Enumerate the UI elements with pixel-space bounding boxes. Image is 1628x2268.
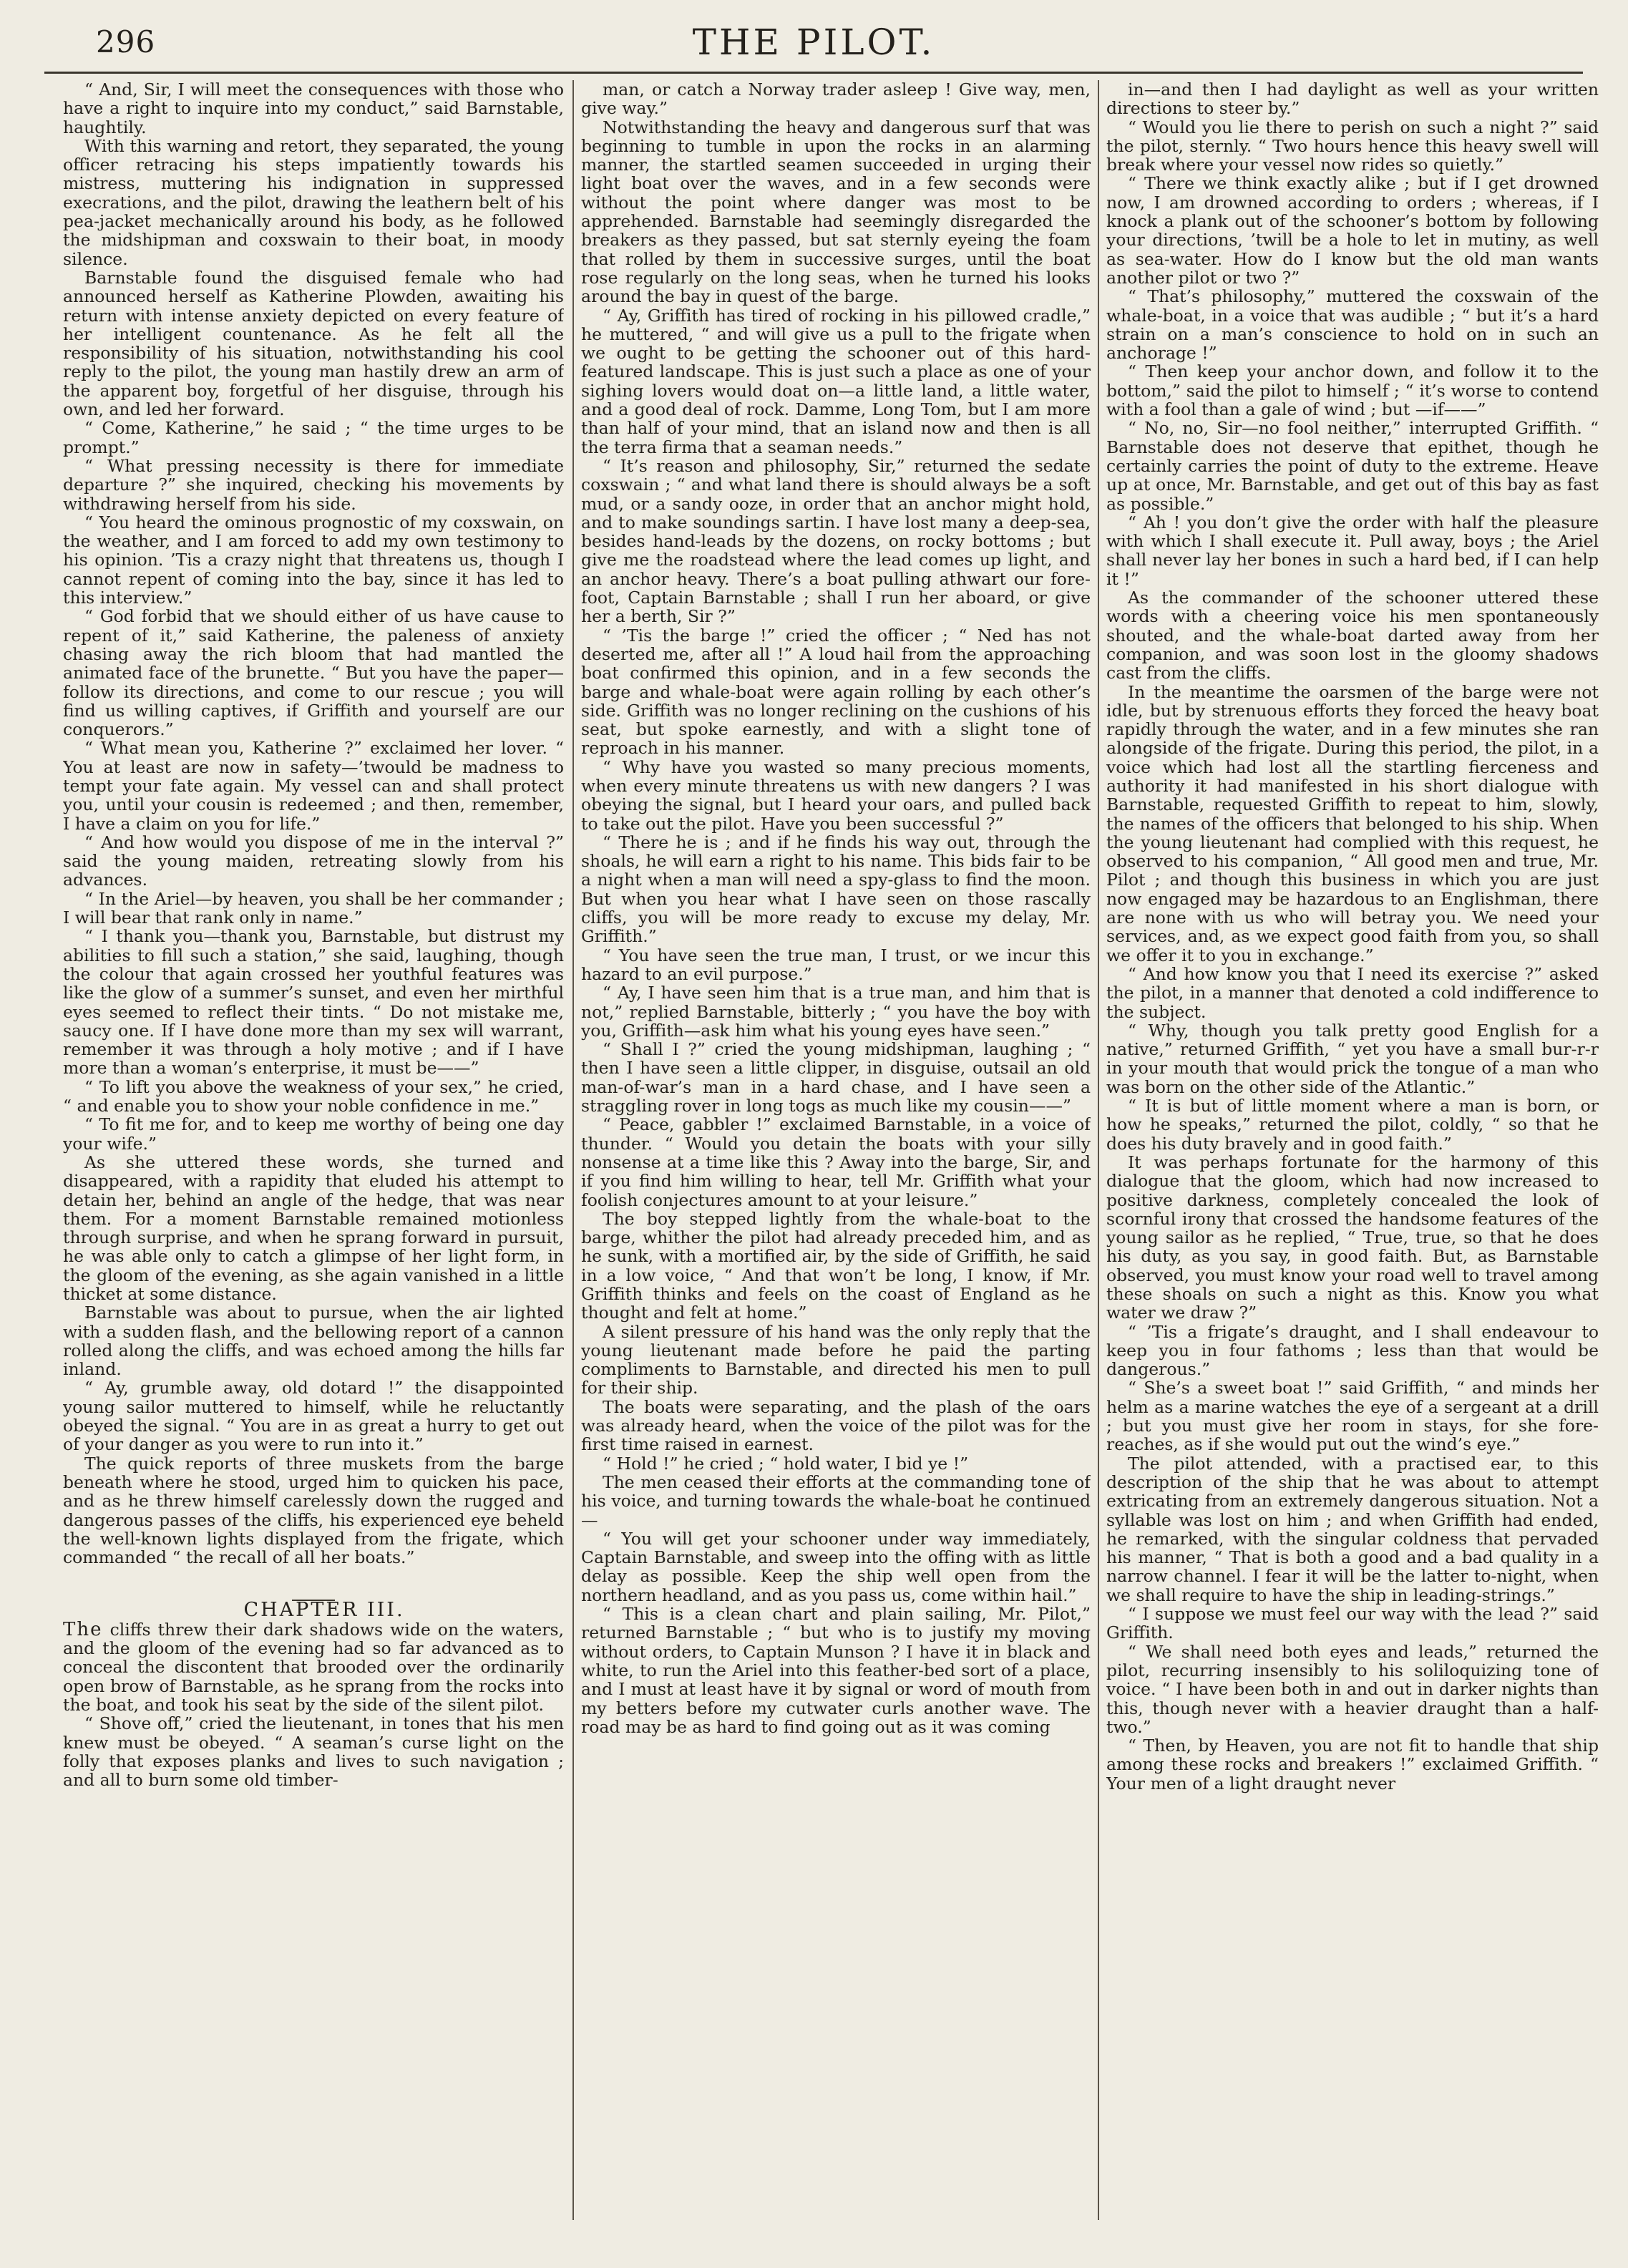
column-3-paragraphs bbox=[1106, 80, 1599, 1793]
paragraph: “ Shove off,” cried the lieutenant, in tones that his men knew must be obeyed. “ A seaman’s curse light on the folly that exposes planks and lives to such navigation ; and all to burn some old timber- bbox=[63, 1713, 564, 1791]
paragraph: “ You heard the ominous prognostic of my coxswain, on the weather, and I am forced to add my own testimony to his opinion. ’Tis a crazy night that threatens us, though I cannot repent of coming into the bay, since it has led to this interview.” bbox=[63, 512, 564, 608]
paragraph: “ Shall I ?” cried the young midshipman, laughing ; “ then I have seen a little clipper, in disguise, outsail an old man-of-war’s man in a hard chase, and I have seen a straggling rover in long togs as much like my cousin——” bbox=[581, 1039, 1091, 1116]
paragraph: “ In the Ariel—by heaven, you shall be her commander ; I will bear that rank only in name.” bbox=[63, 888, 564, 928]
paragraph: “ That’s philosophy,” muttered the coxswain of the whale-boat, in a voice that was audible ; “ but it’s a hard strain on a man’s conscience to hold on in such an anchorage !” bbox=[1106, 286, 1599, 364]
opening-text: cliffs threw their dark shadows wide on the waters, and the gloom of the evening had so far advanced as to conceal the discontent that brooded over the ordinarily open brow of Barnstable, as he sprang from the rocks into the boat, and took his seat by the side of the silent pilot. bbox=[63, 1619, 564, 1715]
paragraph: As she uttered these words, she turned and disappeared, with a rapidity that eluded his attempt to detain her, behind an angle of the hedge, that was near them. For a moment Barnstable remained motionless through surprise, and when he sprang forward in pursuit, he was able only to catch a glimpse of her light form, in the gloom of the evening, as she again vanished in a little thicket at some distance. bbox=[63, 1152, 564, 1304]
paragraph: “ It’s reason and philosophy, Sir,” returned the sedate coxswain ; “ and what land there is should always be a soft mud, or a sandy ooze, in order that an anchor might hold, and to make soundings sartin. I have lost many a deep-sea, besides hand-leads by the dozens, on rocky bottoms ; but give me the roadstead where the lead comes up light, and an anchor heavy. There’s a boat pulling athwart our fore-foot, Captain Barnstable ; shall I run her aboard, or give her a berth, Sir ?” bbox=[581, 455, 1091, 627]
paragraph: “ What pressing necessity is there for immediate departure ?” she inquired, checking his movements by withdrawing herself from his side. bbox=[63, 455, 564, 514]
column-divider bbox=[1098, 80, 1099, 2220]
paragraph: “ And how know you that I need its exercise ?” asked the pilot, in a manner that denoted a cold indifference to the subject. bbox=[1106, 963, 1599, 1022]
paragraph: “ You have seen the true man, I trust, or we incur this hazard to an evil purpose.” bbox=[581, 945, 1091, 984]
paragraph: man, or catch a Norway trader asleep ! Give way, men, give way.” bbox=[581, 80, 1091, 119]
paragraph: “ Then, by Heaven, you are not fit to handle that ship among these rocks and breakers !” exclaimed Griffith. “ Your men of a light draught never bbox=[1106, 1736, 1599, 1794]
column-2-paragraphs bbox=[581, 80, 1091, 1736]
page-number: 296 bbox=[96, 24, 156, 59]
paragraph: The quick reports of three muskets from the barge beneath where he stood, urged him to quicken his pace, and as he threw himself carelessly down the rugged and dangerous passes of the cliffs, his experienced eye beheld the well-known lights displayed from the frigate, which commanded “ the recall of all her boats.” bbox=[63, 1453, 564, 1568]
paragraph: “ I suppose we must feel our way with the lead ?” said Griffith. bbox=[1106, 1604, 1599, 1643]
paragraph: “ ’Tis the barge !” cried the officer ; “ Ned has not deserted me, after all !” A loud hail from the approaching boat confirmed this opinion, and in a few seconds the barge and whale-boat were again rolling by each other’s side. Griffith was no longer reclining on the cushions of his seat, but spoke earnestly, and with a slight tone of reproach in his manner. bbox=[581, 625, 1091, 759]
paragraph: “ Why, though you talk pretty good English for a native,” returned Griffith, “ yet you have a small bur-r-r in your mouth that would prick the tongue of a man who was born on the other side of the Atlantic.” bbox=[1106, 1020, 1599, 1097]
text-column-2 bbox=[581, 80, 1091, 2242]
opening-word: The bbox=[63, 1618, 103, 1640]
paragraph: “ She’s a sweet boat !” said Griffith, “ and minds her helm as a marine watches the eye of a sergeant at a drill ; but you must give her room in stays, for she fore-reaches, as if she would put out the wind’s eye.” bbox=[1106, 1378, 1599, 1455]
paragraph: “ Then keep your anchor down, and follow it to the bottom,” said the pilot to himself ; “ it’s worse to contend with a fool than a gale of wind ; but —if——” bbox=[1106, 361, 1599, 420]
paragraph: “ Ay, grumble away, old dotard !” the disappointed young sailor muttered to himself, while he reluctantly obeyed the signal. “ You are in as great a hurry to get out of your danger as you were to run into it.” bbox=[63, 1378, 564, 1455]
paragraph: “ What mean you, Katherine ?” exclaimed her lover. “ You at least are now in safety—’twould be madness to tempt your fate again. My vessel can and shall protect you, until your cousin is redeemed ; and then, remember, I have a claim on you for life.” bbox=[63, 738, 564, 834]
paragraph: Barnstable was about to pursue, when the air lighted with a sudden flash, and the bellowing report of a cannon rolled along the cliffs, and was echoed among the hills far inland. bbox=[63, 1303, 564, 1380]
paragraph: “ Hold !” he cried ; “ hold water, I bid ye !” bbox=[603, 1453, 969, 1474]
paragraph: Barnstable found the disguised female who had announced herself as Katherine Plowden, awaiting his return with intense anxiety depicted on every feature of her intelligent countenance. As he felt all the responsibility of his situation, notwithstanding his cool reply to the pilot, the young man hastily drew an arm of the apparent boy, forgetful of her disguise, through his own, and led her forward. bbox=[63, 267, 564, 420]
column-1-paragraphs-after bbox=[63, 1714, 564, 1789]
paragraph: “ To fit me for, and to keep me worthy of being one day your wife.” bbox=[63, 1114, 564, 1154]
page-header bbox=[44, 21, 1583, 66]
paragraph: “ Ay, I have seen him that is a true man, and him that is not,” replied Barnstable, bitterly ; “ you have the boy with you, Griffith—ask him what his young eyes have seen.” bbox=[581, 983, 1091, 1041]
chapter-heading: CHAPTER III. bbox=[243, 1599, 405, 1622]
paragraph: “ To lift you above the weakness of your sex,” he cried, “ and enable you to show your noble confidence in me.” bbox=[63, 1076, 564, 1116]
paragraph: “ And how would you dispose of me in the interval ?” said the young maiden, retreating slowly from his advances. bbox=[63, 832, 564, 890]
paragraph: A silent pressure of his hand was the only reply that the young lieutenant made before he paid the parting compliments to Barnstable, and directed his men to pull for their ship. bbox=[581, 1321, 1091, 1398]
paragraph: In the meantime the oarsmen of the barge were not idle, but by strenuous efforts they forced the heavy boat rapidly through the water, and in a few minutes she ran alongside of the frigate. During this period, the pilot, in a voice which had lost all the startling fierceness and authority it had manifested in his short dialogue with Barnstable, requested Griffith to repeat to him, slowly, the names of the officers that belonged to his ship. When the young lieutenant had complied with this request, he observed to his companion, “ All good men and true, Mr. Pilot ; and though this business in which you are just now engaged may be hazardous to an Englishman, there are none with us who will betray you. We need your services, and, as we expect good faith from you, so shall we offer it to you in exchange.” bbox=[1106, 681, 1599, 965]
paragraph: The boats were separating, and the plash of the oars was already heard, when the voice of the pilot was for the first time raised in earnest. bbox=[581, 1396, 1091, 1455]
running-title: THE PILOT. bbox=[692, 21, 935, 63]
paragraph: “ ’Tis a frigate’s draught, and I shall endeavour to keep you in four fathoms ; less than that would be dangerous.” bbox=[1106, 1321, 1599, 1380]
paragraph: “ You will get your schooner under way immediately, Captain Barnstable, and sweep into the offing with as little delay as possible. Keep the ship well open from the northern headland, and as you pass us, come within hail.” bbox=[581, 1528, 1091, 1605]
paragraph: “ We shall need both eyes and leads,” returned the pilot, recurring insensibly to his soliloquizing tone of voice. “ I have been both in and out in darker nights than this, though never with a heavier draught than a half-two.” bbox=[1106, 1641, 1599, 1737]
paragraph: “ I thank you—thank you, Barnstable, but distrust my abilities to fill such a station,” she said, laughing, though the colour that again crossed her youthful features was like the glow of a summer’s sunset, and even her mirthful eyes seemed to reflect their tints. “ Do not mistake me, saucy one. If I have done more than my sex will warrant, remember it was through a holy motive ; and if I have more than a woman’s enterprise, it must be——” bbox=[63, 926, 564, 1079]
column-1-paragraphs bbox=[63, 80, 564, 1567]
paragraph: “ Would you lie there to perish on such a night ?” said the pilot, sternly. “ Two hours hence this heavy swell will break where your vessel now rides so quietly.” bbox=[1106, 117, 1599, 175]
paragraph: “ There we think exactly alike ; but if I get drowned now, I am drowned according to orders ; whereas, if I knock a plank out of the schooner’s bottom by following your directions, ’twill be a hole to let in mutiny, as well as sea-water. How do I know but the old man wants another pilot or two ?” bbox=[1106, 173, 1599, 288]
text-column-1 bbox=[63, 80, 564, 2242]
chapter-opening-paragraph bbox=[63, 1620, 564, 1714]
text-column-3 bbox=[1106, 80, 1599, 2242]
paragraph: “ Ah ! you don’t give the order with half the pleasure with which I shall execute it. Pull away, boys ; the Ariel shall never lay her bones in such a hard bed, if I can help it !” bbox=[1106, 512, 1599, 589]
paragraph: With this warning and retort, they separated, the young officer retracing his steps impatiently towards his mistress, muttering his indignation in suppressed execrations, and the pilot, drawing the leathern belt of his pea-jacket mechanically around his body, as he followed the midshipman and coxswain to their boat, in moody silence. bbox=[63, 135, 564, 269]
paragraph: “ Peace, gabbler !” exclaimed Barnstable, in a voice of thunder. “ Would you detain the boats with your silly nonsense at a time like this ? Away into the barge, Sir, and if you find him willing to hear, tell Mr. Griffith what your foolish conjectures amount to at your leisure.” bbox=[581, 1114, 1091, 1210]
header-rule bbox=[44, 72, 1583, 74]
paragraph: “ Come, Katherine,” he said ; “ the time urges to be prompt.” bbox=[63, 418, 564, 457]
paragraph: “ There he is ; and if he finds his way out, through the shoals, he will earn a right to his name. This bids fair to be a night when a man will need a spy-glass to find the moon. But when you hear what I have seen on those rascally cliffs, you will be more ready to excuse my delay, Mr. Griffith.” bbox=[581, 832, 1091, 947]
paragraph: The men ceased their efforts at the commanding tone of his voice, and turning towards the whale-boat he continued— bbox=[581, 1471, 1091, 1530]
paragraph: “ This is a clean chart and plain sailing, Mr. Pilot,” returned Barnstable ; “ but who is to justify my moving without orders, to Captain Munson ? I have it in black and white, to run the Ariel into this feather-bed sort of a place, and I must at least have it by signal or word of mouth from my betters before my cutwater curls another wave. The road may be as hard to find going out as it was coming bbox=[581, 1604, 1091, 1737]
column-divider bbox=[572, 80, 574, 2220]
paragraph: “ God forbid that we should either of us have cause to repent of it,” said Katherine, the paleness of anxiety chasing away the rich bloom that had mantled the animated face of the brunette. “ But you have the paper—follow its directions, and come to our rescue ; you will find us willing captives, if Griffith and yourself are our conquerors.” bbox=[63, 606, 564, 740]
paragraph: “ Why have you wasted so many precious moments, when every minute threatens us with new dangers ? I was obeying the signal, but I heard your oars, and pulled back to take out the pilot. Have you been successful ?” bbox=[581, 756, 1091, 834]
paragraph: in—and then I had daylight as well as your written directions to steer by.” bbox=[1106, 80, 1599, 119]
paragraph: The boy stepped lightly from the whale-boat to the barge, whither the pilot had already preceded him, and as he sunk, with a mortified air, by the side of Griffith, he said in a low voice, “ And that won’t be long, I know, if Mr. Griffith thinks and feels on the coast of England as he thought and felt at home.” bbox=[581, 1208, 1091, 1323]
paragraph: As the commander of the schooner uttered these words with a cheering voice his men spontaneously shouted, and the whale-boat darted away from her companion, and was soon lost in the gloomy shadows cast from the cliffs. bbox=[1106, 588, 1599, 683]
paragraph: “ It is but of little moment where a man is born, or how he speaks,” returned the pilot, coldly, “ so that he does his duty bravely and in good faith.” bbox=[1106, 1096, 1599, 1154]
paragraph: “ No, no, Sir—no fool neither,” interrupted Griffith. “ Barnstable does not deserve that epithet, though he certainly carries the point of duty to the extreme. Heave up at once, Mr. Barnstable, and get out of this bay as fast as possible.” bbox=[1106, 418, 1599, 514]
paragraph: It was perhaps fortunate for the harmony of this dialogue that the gloom, which had now increased to positive darkness, completely concealed the look of scornful irony that crossed the handsome features of the young sailor as he replied, “ True, true, so that he does his duty, as you say, in good faith. But, as Barnstable observed, you must know your road well to travel among these shoals on such a night as this. Know you what water we draw ?” bbox=[1106, 1152, 1599, 1323]
paragraph: “ And, Sir, I will meet the consequences with those who have a right to inquire into my conduct,” said Barnstable, haughtily. bbox=[63, 80, 564, 137]
paragraph: The pilot attended, with a practised ear, to this description of the ship that he was about to attempt extricating from an extremely dangerous situation. Not a syllable was lost on him ; and when Griffith had ended, he remarked, with the singular coldness that pervaded his manner, “ That is both a good and a bad quality in a narrow channel. I fear it will be the latter to-night, when we shall require to have the ship in leading-strings.” bbox=[1106, 1453, 1599, 1605]
paragraph: “ Ay, Griffith has tired of rocking in his pillowed cradle,” he muttered, “ and will give us a pull to the frigate when we ought to be getting the schooner out of this hard-featured landscape. This is just such a place as one of your sighing lovers would doat on—a little land, a little water, and a good deal of rock. Damme, Long Tom, but I am more than half of your mind, that an island now and then is all the terra firma that a seaman needs.” bbox=[581, 305, 1091, 457]
paragraph: Notwithstanding the heavy and dangerous surf that was beginning to tumble in upon the rocks in an alarming manner, the startled seamen succeeded in urging their light boat over the waves, and in a few seconds were without the point where danger was most to be apprehended. Barnstable had seemingly disregarded the breakers as they passed, but sat sternly eyeing the foam that rolled by them in successive surges, until the boat rose regularly on the long seas, when he turned his looks around the bay in quest of the barge. bbox=[581, 117, 1091, 307]
